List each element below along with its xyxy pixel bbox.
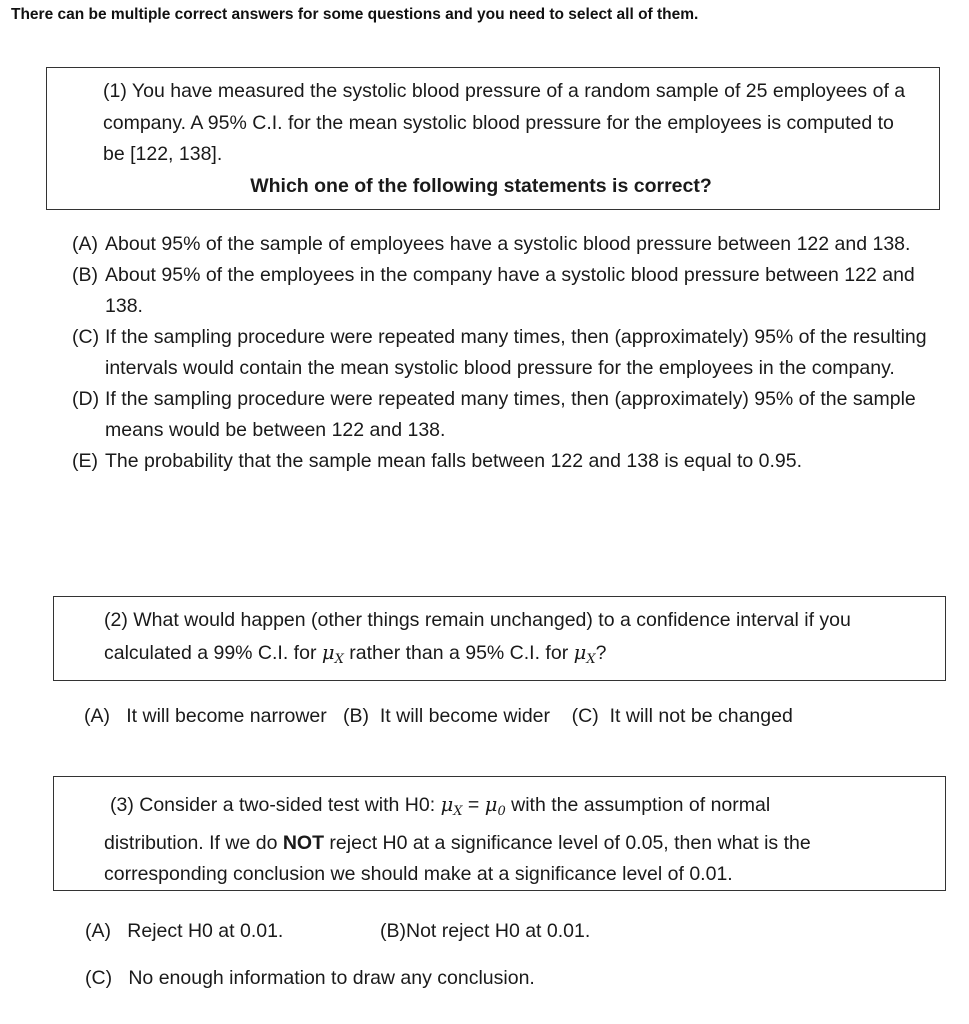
option-text: Not reject H0 at 0.01. — [406, 920, 591, 942]
question-2-box — [53, 596, 946, 681]
option-text: About 95% of the employees in the company have a systolic blood pressure between 122 and 138. — [105, 264, 915, 317]
emphasis-not: NOT — [282, 831, 325, 854]
mu-glyph: μ — [573, 640, 587, 664]
q3-text-d: reject H0 at a significance level of 0.05, then what is the corresponding conclusion we should make at a significance level of 0.01. — [104, 831, 811, 885]
option-text: The probability that the sample mean falls between 122 and 138 is equal to 0.95. — [105, 450, 803, 472]
option-3b[interactable] — [380, 917, 590, 945]
subscript-0: 0 — [497, 804, 506, 819]
question-2-text — [104, 605, 925, 675]
subscript-x: X — [453, 804, 463, 819]
option-3a[interactable] — [85, 920, 283, 942]
question-2-options — [84, 702, 793, 730]
option-label: (A) — [72, 233, 98, 255]
subscript-x: X — [334, 651, 344, 667]
option-1b[interactable] — [72, 260, 942, 322]
option-label: (D) — [72, 388, 100, 410]
option-2c[interactable] — [572, 705, 793, 727]
q3-text-a: (3) Consider a two-sided test with H0: — [110, 794, 441, 816]
option-label: (B) — [380, 920, 406, 942]
question-3-line-1 — [104, 789, 925, 828]
option-label: (C) — [571, 705, 599, 727]
question-3-rest — [104, 828, 925, 891]
option-text: It will become narrower — [126, 705, 327, 727]
option-text: If the sampling procedure were repeated many times, then (approximately) 95% of the resulting intervals would contain the mean systolic blood pressure for the employees in the company. — [105, 326, 927, 379]
instructions: There can be multiple correct answers for some questions and you need to select all of them. — [11, 6, 699, 23]
option-text: Reject H0 at 0.01. — [127, 920, 284, 942]
mu-0-symbol — [484, 793, 506, 819]
option-label: (E) — [72, 450, 98, 472]
q3-text-b: with the assumption of normal — [505, 794, 771, 816]
option-3c[interactable] — [85, 964, 535, 992]
option-label: (B) — [343, 705, 370, 727]
option-label: (C) — [72, 326, 100, 348]
question-3-option-row-1 — [85, 917, 283, 945]
mu-x-symbol — [321, 640, 344, 667]
question-1-text: (1) You have measured the systolic blood pressure of a random sample of 25 employees of a company. A 95% C.I. for the mean systolic blood pressure for the employees is computed to be [122, 138]. — [103, 80, 906, 165]
option-text: No enough information to draw any conclusion. — [128, 967, 535, 989]
option-1e[interactable] — [72, 446, 942, 477]
option-2a[interactable] — [84, 705, 327, 727]
option-text: It will not be changed — [609, 705, 793, 727]
q2-text-a: (2) What would happen (other things remain unchanged) to a confidence interval if you calculated a 99% C.I. for — [104, 609, 851, 664]
question-3-box — [53, 776, 946, 891]
option-1d[interactable] — [72, 384, 942, 446]
option-label: (A) — [85, 920, 111, 942]
option-label: (B) — [72, 264, 98, 286]
mu-x-symbol — [573, 640, 596, 667]
option-text: About 95% of the sample of employees have a systolic blood pressure between 122 and 138. — [105, 233, 911, 255]
equals-sign: = — [462, 794, 485, 816]
mu-glyph: μ — [440, 793, 454, 816]
option-2b[interactable] — [343, 705, 550, 727]
q3-text-c: distribution. If we do — [104, 831, 283, 854]
option-text: If the sampling procedure were repeated many times, then (approximately) 95% of the sample means would be between 122 and 138. — [105, 388, 916, 441]
option-text: It will become wider — [379, 705, 550, 727]
option-label: (C) — [85, 967, 113, 989]
question-1-box — [46, 67, 940, 210]
option-1a[interactable] — [72, 229, 942, 260]
option-1c[interactable] — [72, 322, 942, 384]
mu-glyph: μ — [321, 640, 335, 664]
mu-glyph: μ — [484, 793, 498, 816]
q2-text-b: rather than a 95% C.I. for — [343, 641, 574, 664]
question-1-options — [72, 229, 942, 477]
question-1-prompt: Which one of the following statements is correct? — [250, 174, 712, 197]
subscript-x: X — [586, 651, 596, 667]
q2-text-c: ? — [595, 641, 607, 664]
option-label: (A) — [84, 705, 110, 727]
mu-x-symbol — [440, 793, 463, 819]
